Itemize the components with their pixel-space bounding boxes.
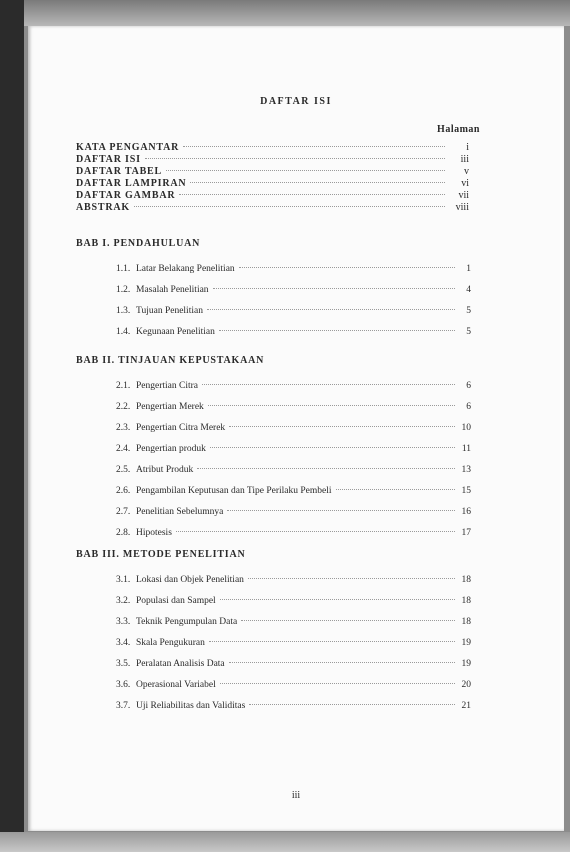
entry-page: 21	[461, 701, 471, 711]
entry-text: Teknik Pengumpulan Data	[136, 617, 238, 627]
entry-label	[116, 327, 215, 337]
entry-label	[116, 596, 216, 606]
entry-text: Latar Belakang Penelitian	[136, 264, 235, 274]
dot-leader	[190, 182, 445, 183]
dot-leader	[248, 578, 455, 579]
dot-leader	[208, 405, 455, 406]
entry-page: 16	[461, 507, 471, 517]
dot-leader	[249, 704, 455, 705]
toc-entry	[116, 528, 471, 538]
entry-page: 15	[461, 486, 471, 496]
entry-page: vii	[458, 190, 469, 201]
toc-entry	[116, 465, 471, 475]
entry-label	[116, 617, 237, 627]
entry-text: Populasi dan Sampel	[136, 596, 216, 606]
chapter-heading: BAB III. METODE PENELITIAN	[76, 549, 246, 560]
entry-label	[116, 306, 203, 316]
scan-left-edge	[0, 0, 24, 852]
entry-label	[116, 264, 235, 274]
chapter-heading: BAB I. PENDAHULUAN	[76, 238, 201, 249]
entry-page: 1	[466, 264, 471, 274]
entry-page: viii	[455, 202, 469, 213]
toc-entry	[116, 285, 471, 295]
entry-page: 19	[461, 638, 471, 648]
entry-text: Skala Pengukuran	[136, 638, 205, 648]
toc-entry	[116, 264, 471, 274]
entry-label	[116, 444, 206, 454]
front-matter-item	[76, 142, 469, 153]
entry-text: Tujuan Penelitian	[136, 306, 203, 316]
entry-number: 2.8.	[116, 528, 131, 538]
toc-entry	[116, 680, 471, 690]
entry-page: 20	[461, 680, 471, 690]
front-matter-item	[76, 202, 469, 213]
entry-number: 3.7.	[116, 701, 131, 711]
dot-leader	[210, 447, 455, 448]
toc-entry	[116, 444, 471, 454]
entry-number: 1.1.	[116, 264, 131, 274]
entry-text: Masalah Penelitian	[136, 285, 209, 295]
dot-leader	[202, 384, 455, 385]
dot-leader	[229, 662, 455, 663]
entry-text: Atribut Produk	[136, 465, 194, 475]
toc-entry	[116, 701, 471, 711]
dot-leader	[241, 620, 455, 621]
entry-page: 18	[461, 596, 471, 606]
entry-number: 3.1.	[116, 575, 131, 585]
entry-text: Uji Reliabilitas dan Validitas	[136, 701, 246, 711]
entry-page: v	[464, 166, 469, 177]
entry-label	[116, 638, 205, 648]
entry-number: 2.4.	[116, 444, 131, 454]
toc-entry	[116, 617, 471, 627]
dot-leader	[166, 170, 445, 171]
entry-number: 2.1.	[116, 381, 131, 391]
entry-text: Peralatan Analisis Data	[136, 659, 225, 669]
entry-text: Operasional Variabel	[136, 680, 216, 690]
entry-number: 2.5.	[116, 465, 131, 475]
entry-page: 4	[466, 285, 471, 295]
dot-leader	[336, 489, 455, 490]
dot-leader	[145, 158, 445, 159]
entry-label: DAFTAR ISI	[76, 154, 141, 165]
entry-page: 17	[461, 528, 471, 538]
entry-label	[116, 659, 225, 669]
dot-leader	[227, 510, 455, 511]
entry-number: 1.2.	[116, 285, 131, 295]
entry-label	[116, 285, 209, 295]
entry-label	[116, 402, 204, 412]
toc-entry	[116, 486, 471, 496]
front-matter-item	[76, 154, 469, 165]
entry-text: Pengertian produk	[136, 444, 206, 454]
entry-text: Penelitian Sebelumnya	[136, 507, 224, 517]
toc-entry	[116, 575, 471, 585]
entry-page: 19	[461, 659, 471, 669]
entry-number: 1.4.	[116, 327, 131, 337]
entry-number: 2.7.	[116, 507, 131, 517]
page-column-header: Halaman	[437, 124, 480, 135]
entry-label	[116, 528, 172, 538]
document-page	[28, 26, 564, 831]
entry-label	[116, 486, 332, 496]
dot-leader	[209, 641, 455, 642]
entry-number: 3.2.	[116, 596, 131, 606]
entry-number: 2.6.	[116, 486, 131, 496]
entry-label	[116, 423, 225, 433]
entry-number: 2.3.	[116, 423, 131, 433]
front-matter-item	[76, 190, 469, 201]
chapter-heading: BAB II. TINJAUAN KEPUSTAKAAN	[76, 355, 265, 366]
entry-label: DAFTAR GAMBAR	[76, 190, 176, 201]
entry-page: 10	[461, 423, 471, 433]
entry-page: 18	[461, 575, 471, 585]
dot-leader	[220, 683, 455, 684]
entry-number: 3.3.	[116, 617, 131, 627]
entry-label	[116, 680, 216, 690]
entry-page: 6	[466, 381, 471, 391]
dot-leader	[220, 599, 455, 600]
toc-entry	[116, 381, 471, 391]
entry-label	[116, 381, 198, 391]
entry-label: DAFTAR TABEL	[76, 166, 163, 177]
entry-number: 3.6.	[116, 680, 131, 690]
entry-page: iii	[460, 154, 469, 165]
dot-leader	[219, 330, 455, 331]
page-title: DAFTAR ISI	[260, 96, 332, 107]
toc-entry	[116, 402, 471, 412]
entry-label	[116, 701, 245, 711]
entry-page: 18	[461, 617, 471, 627]
scan-bottom-edge	[0, 832, 570, 852]
entry-number: 2.2.	[116, 402, 131, 412]
entry-label	[116, 465, 193, 475]
dot-leader	[213, 288, 455, 289]
entry-text: Pengertian Merek	[136, 402, 204, 412]
toc-entry	[116, 659, 471, 669]
entry-number: 1.3.	[116, 306, 131, 316]
entry-label: ABSTRAK	[76, 202, 130, 213]
dot-leader	[176, 531, 455, 532]
dot-leader	[207, 309, 455, 310]
entry-text: Pengertian Citra Merek	[136, 423, 226, 433]
entry-page: i	[466, 142, 469, 153]
entry-label: KATA PENGANTAR	[76, 142, 180, 153]
dot-leader	[239, 267, 455, 268]
front-matter-item	[76, 178, 469, 189]
entry-page: 5	[466, 306, 471, 316]
toc-entry	[116, 638, 471, 648]
toc-entry	[116, 327, 471, 337]
dot-leader	[134, 206, 445, 207]
entry-number: 3.4.	[116, 638, 131, 648]
entry-page: 6	[466, 402, 471, 412]
entry-text: Kegunaan Penelitian	[136, 327, 215, 337]
entry-page: 5	[466, 327, 471, 337]
entry-text: Pengertian Citra	[136, 381, 198, 391]
toc-entry	[116, 507, 471, 517]
entry-number: 3.5.	[116, 659, 131, 669]
scan-top-edge	[0, 0, 570, 26]
entry-text: Hipotesis	[136, 528, 172, 538]
dot-leader	[179, 194, 445, 195]
entry-label: DAFTAR LAMPIRAN	[76, 178, 187, 189]
toc-entry	[116, 596, 471, 606]
entry-page: 13	[461, 465, 471, 475]
entry-label	[116, 575, 244, 585]
entry-page: vi	[461, 178, 469, 189]
toc-entry	[116, 306, 471, 316]
dot-leader	[229, 426, 455, 427]
entry-text: Lokasi dan Objek Penelitian	[136, 575, 244, 585]
entry-text: Pengambilan Keputusan dan Tipe Perilaku Pembeli	[136, 486, 332, 496]
entry-page: 11	[461, 444, 471, 454]
dot-leader	[197, 468, 455, 469]
entry-label	[116, 507, 223, 517]
toc-entry	[116, 423, 471, 433]
page-number: iii	[291, 790, 301, 801]
front-matter-item	[76, 166, 469, 177]
dot-leader	[183, 146, 445, 147]
